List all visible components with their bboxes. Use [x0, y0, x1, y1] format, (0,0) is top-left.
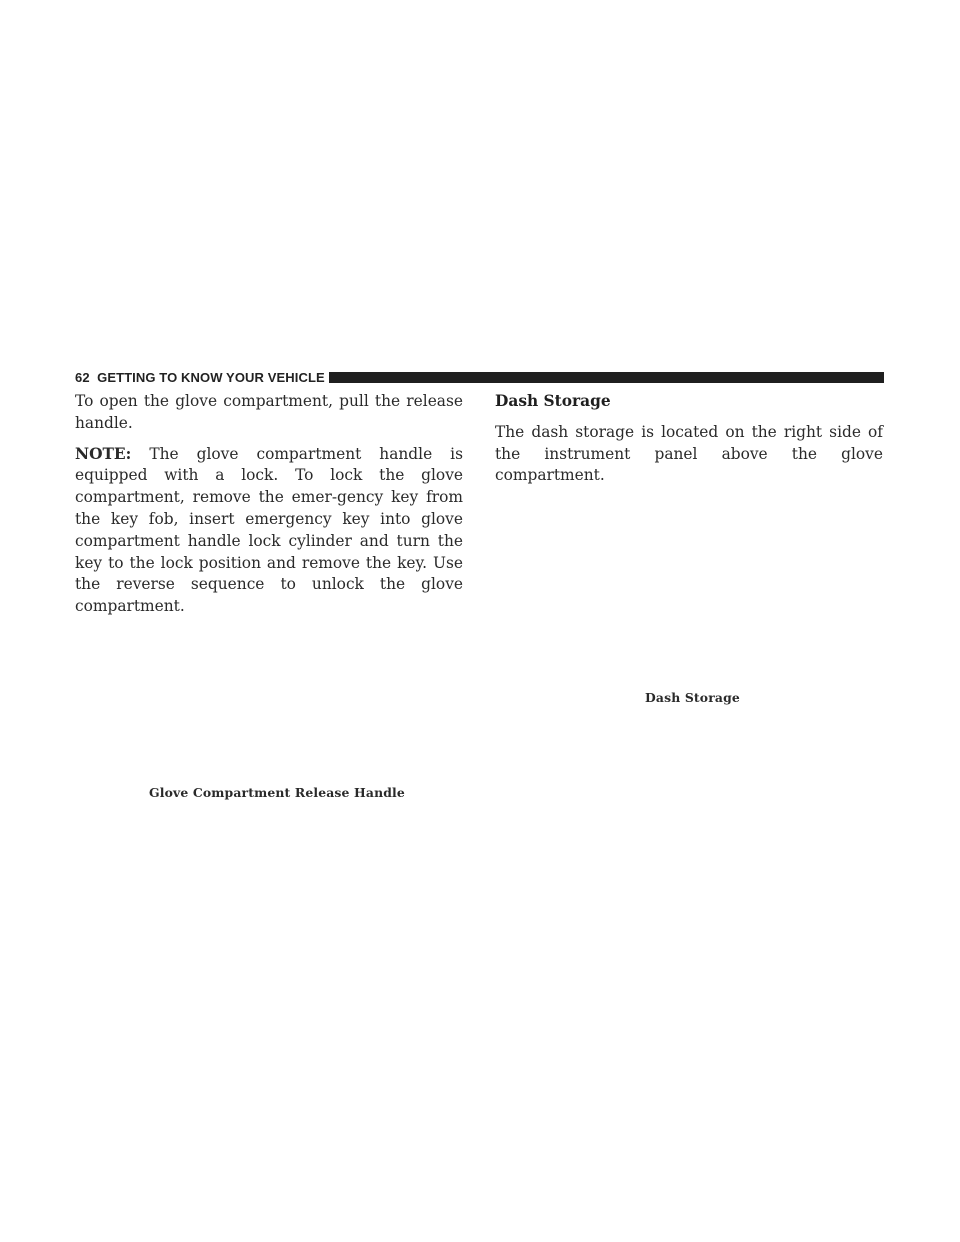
dash-storage-caption: Dash Storage	[645, 690, 740, 705]
dash-storage-figure	[495, 466, 883, 682]
header-rule	[329, 372, 884, 383]
section-title: GETTING TO KNOW YOUR VEHICLE	[97, 370, 325, 385]
note-label: NOTE:	[75, 444, 132, 463]
glove-compartment-figure	[75, 545, 463, 777]
page-header	[75, 370, 884, 385]
dash-storage-heading: Dash Storage	[495, 392, 611, 410]
page-number: 62	[75, 370, 90, 385]
note-text: The glove compartment handle is equipped with a lock. To lock the glove compartment, remove the emer-gency key from the key fob, insert emergency key into glove compartment handle lock cylinder and turn the key to the lock position and remove the key. Use the reverse sequence to unlock the glove compartment.	[75, 444, 463, 616]
dash-storage-paragraph: The dash storage is located on the right side of the instrument panel above the glove compartment.	[495, 422, 883, 485]
header-text	[75, 370, 325, 385]
intro-paragraph: To open the glove compartment, pull the release handle.	[75, 392, 463, 432]
glove-compartment-caption: Glove Compartment Release Handle	[149, 785, 405, 800]
